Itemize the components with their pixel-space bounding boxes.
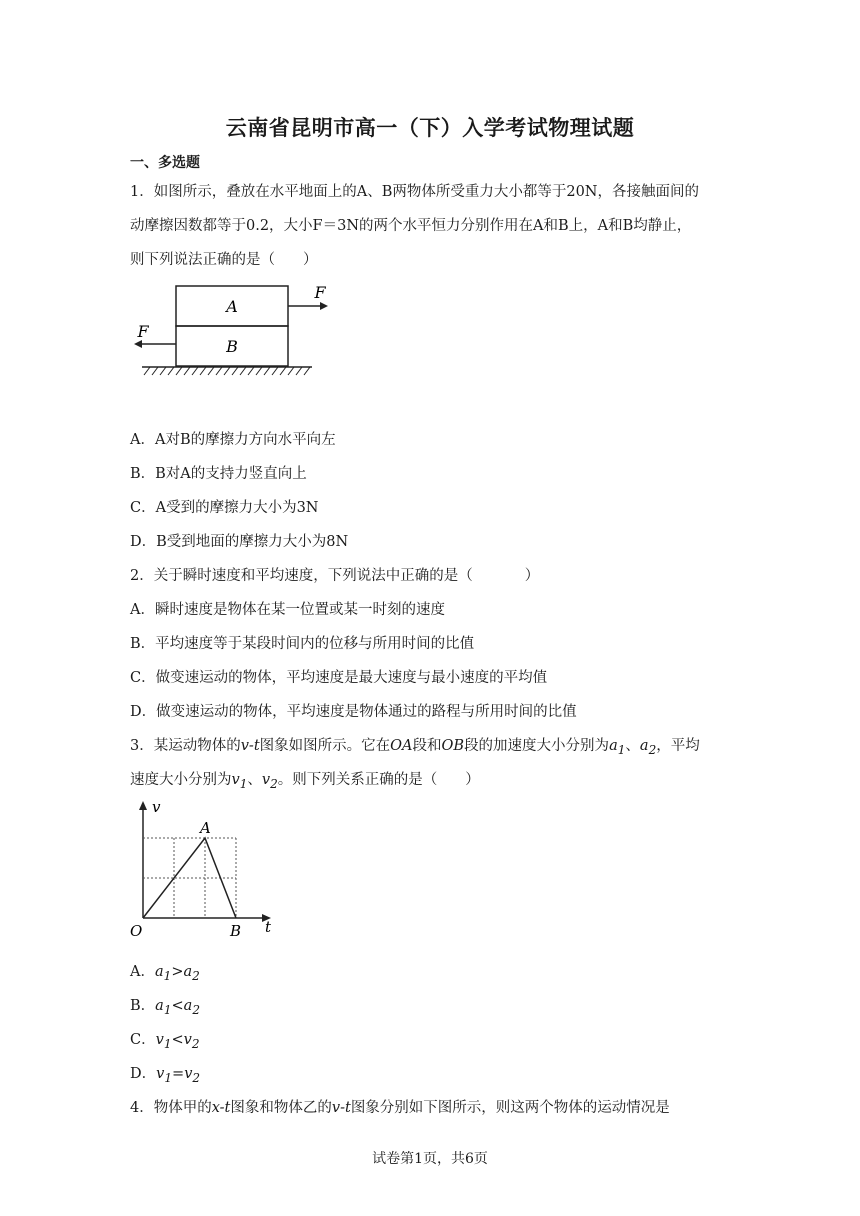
option-rsub: 2 <box>191 1036 200 1051</box>
option-label: D． <box>130 1066 157 1082</box>
q3-text-2: 图象如图所示。它在 <box>259 738 391 754</box>
option-lsub: 1 <box>163 968 172 983</box>
ground-hatching <box>144 367 310 375</box>
q3-text-a1: a <box>609 738 618 754</box>
option-lhs: v <box>156 1066 165 1082</box>
q3-text-v1: v <box>231 772 240 788</box>
option-rhs: a <box>183 998 193 1014</box>
q3-text-6: ，平均 <box>656 738 700 754</box>
q3-option-a <box>130 960 200 983</box>
option-op: > <box>171 964 184 980</box>
q4-text-2: 图象和物体乙的 <box>230 1100 332 1116</box>
force-bottom-label: F <box>137 322 149 341</box>
option-lhs: a <box>155 998 164 1014</box>
q2-option-d: D．做变速运动的物体，平均速度是物体通过的路程与所用时间的比值 <box>130 704 577 720</box>
option-label: A． <box>130 964 155 980</box>
q3-text-a2-sub: 2 <box>648 742 657 757</box>
x-axis-label: t <box>265 918 272 936</box>
origin-label: O <box>130 922 143 940</box>
option-op: < <box>171 998 184 1014</box>
q3-text-oa: OA <box>390 738 413 754</box>
section-heading: 一、多选题 <box>130 155 200 171</box>
q4-stem <box>130 1096 670 1117</box>
q2-stem-text: 2．关于瞬时速度和平均速度，下列说法中正确的是（ <box>130 568 473 584</box>
option-op: < <box>171 1032 184 1048</box>
q3-option-c <box>130 1028 200 1051</box>
option-lsub: 1 <box>163 1036 172 1051</box>
page-title: 云南省昆明市高一（下）入学考试物理试题 <box>225 116 635 140</box>
block-b-label: B <box>226 337 238 356</box>
q1-line-1: 1．如图所示，叠放在水平地面上的A、B两物体所受重力大小都等于20N，各接触面间的 <box>130 184 699 200</box>
q1-stem-end: 则下列说法正确的是（ <box>130 252 275 268</box>
q3-paren-close: ） <box>465 772 480 788</box>
grid-lines <box>143 838 236 918</box>
q3-text-3: 段和 <box>412 738 442 754</box>
q3-line-1 <box>130 734 700 757</box>
q1-line-3 <box>130 248 318 269</box>
q2-stem <box>130 564 539 585</box>
q1-option-d: D．B受到地面的摩擦力大小为8N <box>130 534 349 550</box>
q2-option-b: B．平均速度等于某段时间内的位移与所用时间的比值 <box>130 636 475 652</box>
option-lsub: 1 <box>163 1002 172 1017</box>
q2-option-c: C．做变速运动的物体，平均速度是最大速度与最小速度的平均值 <box>130 670 548 686</box>
q4-text-3: 图象分别如下图所示，则这两个物体的运动情况是 <box>350 1100 670 1116</box>
option-lhs: a <box>154 964 164 980</box>
q3-text-a2: a <box>639 738 649 754</box>
q3-text-v2-sub: 2 <box>270 776 278 791</box>
force-arrowhead-top <box>320 302 328 310</box>
q3-option-b <box>130 994 200 1017</box>
option-lhs: v <box>155 1032 164 1048</box>
q3-text-a1-sub: 1 <box>617 742 626 757</box>
option-rhs: v <box>184 1066 193 1082</box>
q3-text-1: 3．某运动物体的 <box>130 738 241 754</box>
y-axis-label: v <box>152 798 161 816</box>
force-top-label: F <box>314 283 326 302</box>
option-lsub: 1 <box>164 1070 173 1085</box>
option-rsub: 2 <box>192 968 200 983</box>
y-axis-arrowhead <box>139 801 147 810</box>
force-arrowhead-bottom <box>134 340 142 348</box>
q2-option-a: A．瞬时速度是物体在某一位置或某一时刻的速度 <box>130 602 445 618</box>
q3-text-5: 、 <box>625 738 640 754</box>
page-footer: 试卷第1页，共6页 <box>372 1151 488 1167</box>
q3-option-d <box>130 1062 200 1085</box>
q4-text-vt: v-t <box>331 1100 351 1116</box>
q1-line-2: 动摩擦因数都等于0.2，大小F＝3N的两个水平恒力分别作用在A和B上，A和B均静止， <box>130 218 692 234</box>
q3-line-2 <box>130 768 480 791</box>
q3-text-4: 段的加速度大小分别为 <box>464 738 610 754</box>
q3-text-9: 。则下列关系正确的是（ <box>277 772 438 788</box>
q1-paren-close: ） <box>303 252 318 268</box>
q3-text-7: 速度大小分别为 <box>130 772 232 788</box>
q3-text-ob: OB <box>441 738 465 754</box>
option-rsub: 2 <box>192 1070 201 1085</box>
end-label: B <box>230 922 242 940</box>
q1-option-c: C．A受到的摩擦力大小为3N <box>130 500 319 516</box>
option-label: C． <box>130 1032 156 1048</box>
option-rhs: a <box>183 964 193 980</box>
q3-vt-graph <box>126 798 286 942</box>
peak-label: A <box>200 819 211 837</box>
q1-option-a: A．A对B的摩擦力方向水平向左 <box>130 432 336 448</box>
block-a-label: A <box>226 297 238 316</box>
q1-option-b: B．B对A的支持力竖直向上 <box>130 466 307 482</box>
option-op: = <box>172 1066 185 1082</box>
option-label: B． <box>130 998 156 1014</box>
q2-paren-close: ） <box>524 568 540 584</box>
option-rhs: v <box>183 1032 192 1048</box>
q3-text-8: 、 <box>247 772 262 788</box>
q3-text-v1-sub: 1 <box>239 776 248 791</box>
q4-text-xt: x-t <box>211 1100 231 1116</box>
q1-block-figure <box>130 280 330 380</box>
q3-text-vt: v-t <box>240 738 260 754</box>
q4-text-1: 4．物体甲的 <box>130 1100 212 1116</box>
option-rsub: 2 <box>192 1002 200 1017</box>
q3-text-v2: v <box>261 772 271 788</box>
